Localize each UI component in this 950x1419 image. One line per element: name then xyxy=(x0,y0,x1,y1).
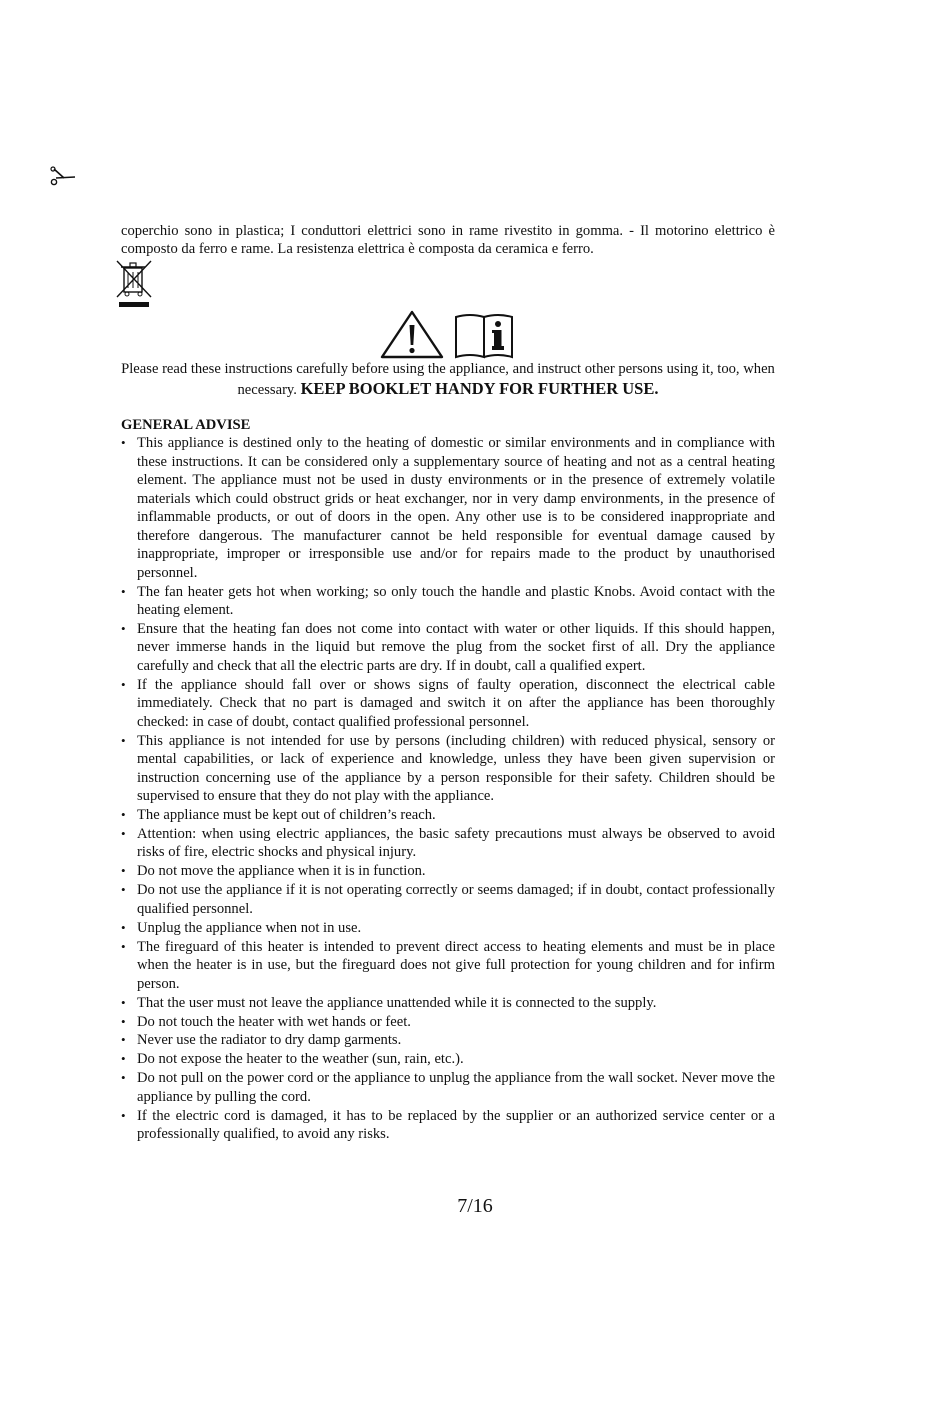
list-item: • Do not move the appliance when it is in function. xyxy=(121,862,775,880)
warning-triangle-icon xyxy=(382,312,442,357)
list-item: • The fan heater gets hot when working; so only touch the handle and plastic Knobs. Avoid contact with the heating element. xyxy=(121,583,775,620)
manual-info-icon xyxy=(456,315,512,357)
advise-list xyxy=(121,434,775,1143)
page-number: 7/16 xyxy=(457,1195,493,1217)
top-text-block xyxy=(121,222,775,259)
top-paragraph: coperchio sono in plastica; I conduttori elettrici sono in rame rivestito in gomma. - Il motorino elettrico è composto da ferro e rame. La resistenza elettrica è composta da ceramica e ferro. xyxy=(121,223,775,258)
crossed-bin-icon xyxy=(115,259,153,309)
list-item: • If the appliance should fall over or shows signs of faulty operation, disconnect the electrical cable immediately. Check that no part is damaged and switch it on after the appliance has been thoroughly checked: in case of doubt, contact qualified professional personnel. xyxy=(121,676,775,731)
scissors-icon xyxy=(50,166,76,186)
intro-notice xyxy=(121,360,775,400)
general-advise-section xyxy=(121,416,775,1144)
list-item: • Ensure that the heating fan does not come into contact with water or other liquids. If this should happen, never immerse hands in the liquid but remove the plug from the socket first of all. Dry the appliance carefully and check that all the electric parts are dry. If in doubt, call a qualified expert. xyxy=(121,620,775,675)
safety-icons xyxy=(380,309,516,361)
list-item: • Do not expose the heater to the weather (sun, rain, etc.). xyxy=(121,1050,775,1068)
list-item: • Unplug the appliance when not in use. xyxy=(121,919,775,937)
list-item: • This appliance is not intended for use by persons (including children) with reduced physical, sensory or mental capabilities, or lack of experience and knowledge, unless they have been given supervision or instruction concerning use of the appliance by a person responsible for their safety. Children should be supervised to ensure that they do not play with the appliance. xyxy=(121,732,775,806)
list-item: • Attention: when using electric appliances, the basic safety precautions must always be observed to avoid risks of fire, electric shocks and physical injury. xyxy=(121,825,775,862)
section-heading: GENERAL ADVISE xyxy=(121,417,251,433)
list-item: • The fireguard of this heater is intended to prevent direct access to heating elements and must be in place when the heater is in use, but the fireguard does not give full protection for young children and for infirm person. xyxy=(121,938,775,993)
intro-emphasis: KEEP BOOKLET HANDY FOR FURTHER USE. xyxy=(300,379,659,398)
list-item: • That the user must not leave the appliance unattended while it is connected to the supply. xyxy=(121,994,775,1012)
list-item: • Do not use the appliance if it is not operating correctly or seems damaged; if in doubt, contact professionally qualified personnel. xyxy=(121,881,775,918)
list-item: • Do not pull on the power cord or the appliance to unplug the appliance from the wall socket. Never move the appliance by pulling the cord. xyxy=(121,1069,775,1106)
list-item: • The appliance must be kept out of children’s reach. xyxy=(121,806,775,824)
list-item: • Never use the radiator to dry damp garments. xyxy=(121,1031,775,1049)
intro-text: Please read these instructions carefully before using the appliance, and instruct other persons using it, too, when necessary. xyxy=(121,361,775,398)
list-item: • Do not touch the heater with wet hands or feet. xyxy=(121,1013,775,1031)
list-item: • If the electric cord is damaged, it has to be replaced by the supplier or an authorized service center or a professionally qualified, to avoid any risks. xyxy=(121,1107,775,1144)
list-item: • This appliance is destined only to the heating of domestic or similar environments and in compliance with these instructions. It can be considered only a supplementary source of heating and not as a central heating element. The appliance must not be used in dusty environments or in the presence of extremely volatile materials which could obstruct grids or heat exchanger, nor in very damp environments, in the presence of inflammable products, or out of doors in the open. Any other use is to be considered inappropriate and therefore dangerous. The manufacturer cannot be held responsible for eventual damage caused by inappropriate, improper or irresponsible use and/or for repairs made to the product by unauthorised personnel. xyxy=(121,434,775,582)
